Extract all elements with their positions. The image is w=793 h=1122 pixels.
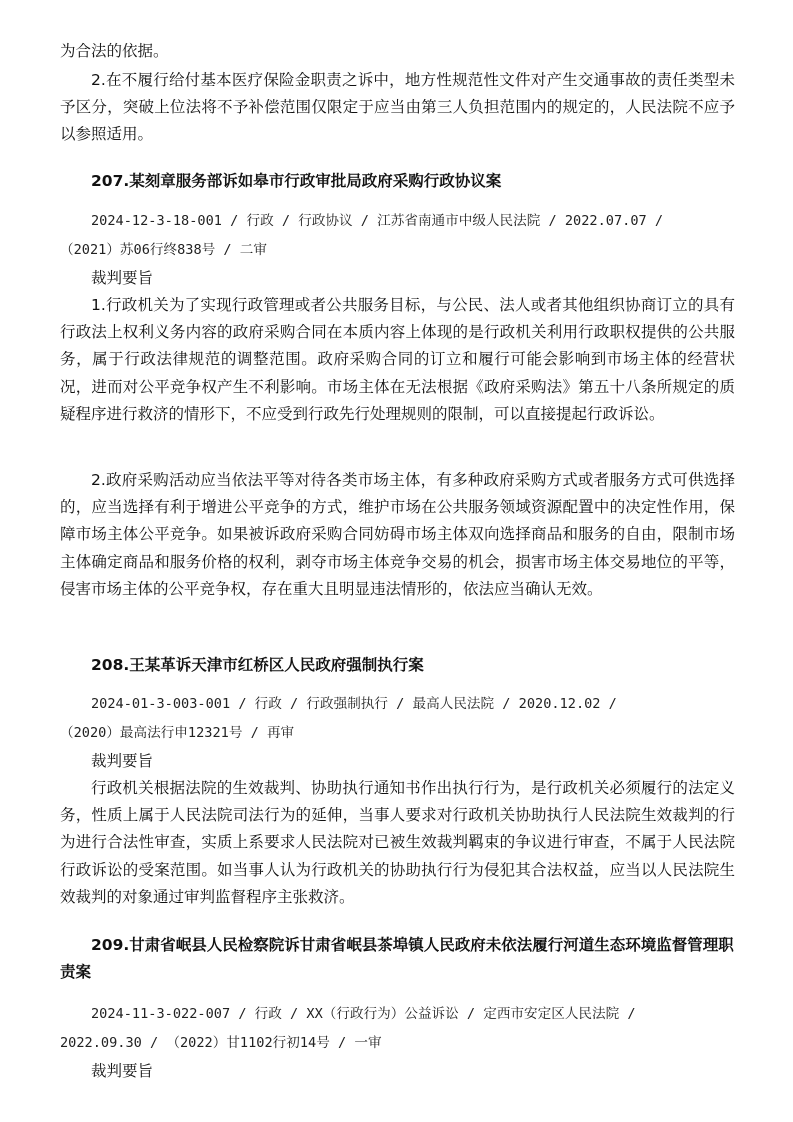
case-title: 207.某刻章服务部诉如皋市行政审批局政府采购行政协议案 xyxy=(91,172,502,190)
case-title: 209.甘肃省岷县人民检察院诉甘肃省岷县茶埠镇人民政府未依法履行河道生态环境监督管理职责案 xyxy=(60,936,734,982)
paragraph: 2.在不履行给付基本医疗保险金职责之诉中，地方性规范性文件对产生交通事故的责任类型未予区分，突破上位法将不予补偿范围仅限定于应当由第三人负担范围内的规定的，人民法院不应予以参照适用。 xyxy=(60,71,735,144)
section-label: 裁判要旨 xyxy=(91,752,154,770)
section-label: 裁判要旨 xyxy=(91,1062,154,1080)
paragraph: 2.政府采购活动应当依法平等对待各类市场主体，有多种政府采购方式或者服务方式可供选择的，应当选择有利于增进公平竞争的方式，维护市场在公共服务领域资源配置中的决定性作用，保障市场主体公平竞争。如果被诉政府采购合同妨碍市场主体双向选择商品和服务的自由，限制市场主体确定商品和服务价格的权利，剥夺市场主体竞争交易的机会，损害市场主体交易地位的平等，侵害市场主体的公平竞争权，存在重大且明显违法情形的，依法应当确认无效。 xyxy=(60,471,735,598)
case-meta: 2024-12-3-18-001 / 行政 / 行政协议 / 江苏省南通市中级人民法院 / 2022.07.07 / xyxy=(91,213,664,229)
case-meta: 2024-01-3-003-001 / 行政 / 行政强制执行 / 最高人民法院 / 2020.12.02 / xyxy=(91,696,617,712)
paragraph: 1.行政机关为了实现行政管理或者公共服务目标，与公民、法人或者其他组织协商订立的具有行政法上权利义务内容的政府采购合同在本质内容上体现的是行政机关利用行政职权提供的公共服务，属于行政法律规范的调整范围。政府采购合同的订立和履行可能会影响到市场主体的经营状况，进而对公平竞争权产生不利影响。市场主体在无法根据《政府采购法》第五十八条所规定的质疑程序进行救济的情形下，不应受到行政先行处理规则的限制，可以直接提起行政诉讼。 xyxy=(60,296,735,423)
case-meta: （2021）苏06行终838号 / 二审 xyxy=(60,242,267,258)
case-meta: 2024-11-3-022-007 / 行政 / XX（行政行为）公益诉讼 / 定西市安定区人民法院 / xyxy=(91,1006,636,1022)
case-meta: （2020）最高法行申12321号 / 再审 xyxy=(60,725,295,741)
paragraph: 行政机关根据法院的生效裁判、协助执行通知书作出执行行为，是行政机关必须履行的法定义务，性质上属于人民法院司法行为的延伸，当事人要求对行政机关协助执行人民法院生效裁判的行为进行合法性审查，实质上系要求人民法院对已被生效裁判羁束的争议进行审查，不属于人民法院行政诉讼的受案范围。如当事人认为行政机关的协助执行行为侵犯其合法权益，应当以人民法院生效裁判的对象通过审判监督程序主张救济。 xyxy=(60,779,735,906)
paragraph-carryover: 为合法的依据。 xyxy=(60,42,169,60)
case-title: 208.王某革诉天津市红桥区人民政府强制执行案 xyxy=(91,656,424,674)
section-label: 裁判要旨 xyxy=(91,269,154,287)
case-meta: 2022.09.30 / （2022）甘1102行初14号 / 一审 xyxy=(60,1035,382,1051)
